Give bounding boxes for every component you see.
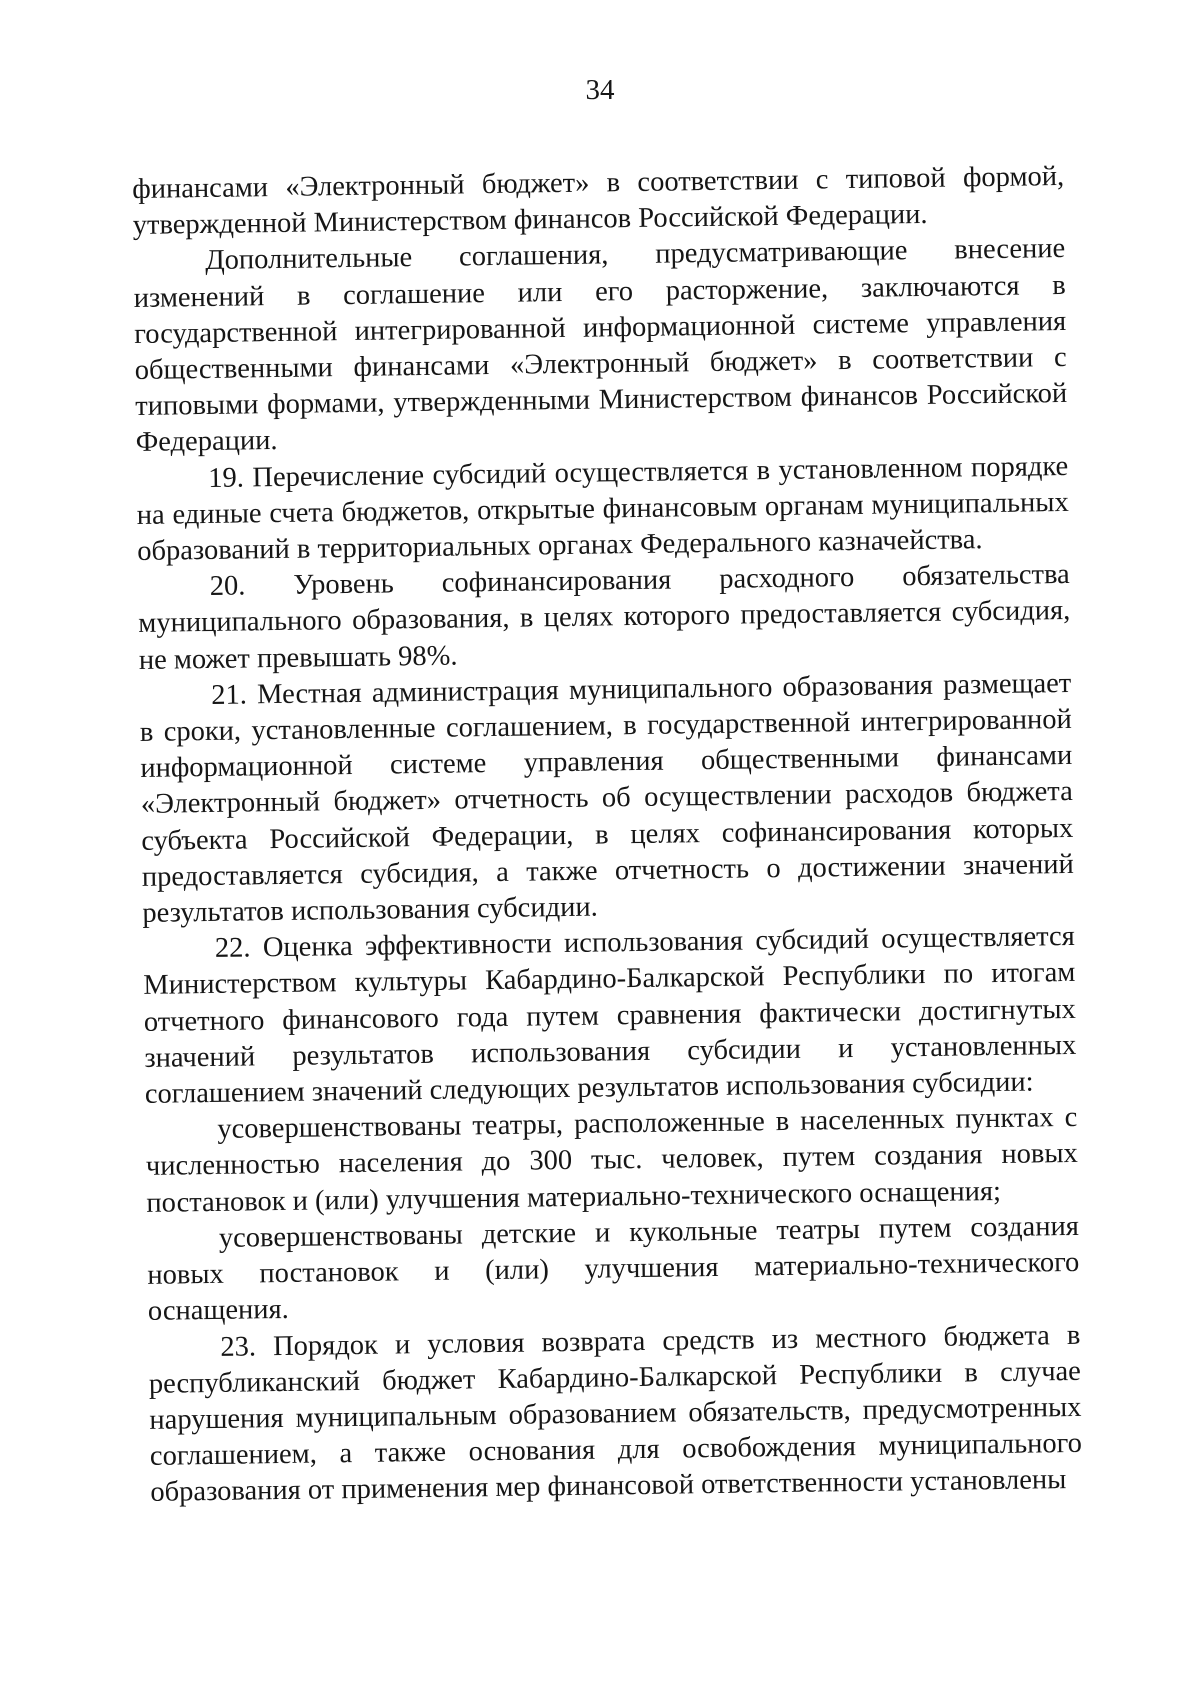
document-body [132, 159, 1083, 1511]
paragraph-21: 21. Местная администрация муниципального образования размещает в сроки, установленные соглашением, в государственной интегрированной информационной системе управления общественными финансами «Электронный бюджет» отчетность об осуществлении расходов бюджета субъекта Российской Федерации, в целях софинансирования которых предоставляется субсидия, а также отчетность о достижении значений результатов использования субсидии. [139, 667, 1074, 929]
page-number: 34 [585, 74, 615, 106]
paragraph-20: 20. Уровень софинансирования расходного обязательства муниципального образования, в целях которого предоставляется субсидия, не может превышать 98%. [138, 559, 1071, 676]
paragraph-23: 23. Порядок и условия возврата средств из местного бюджета в республиканский бюджет Кабардино-Балкарской Республики в случае нарушения муниципальным образованием обязательств, предусмотренных соглашением, а также основания для освобождения муниципального образования от применения мер финансовой ответственности установлены [148, 1319, 1083, 1509]
paragraph-19: 19. Перечисление субсидий осуществляется в установленном порядке на единые счета бюджетов, открытые финансовым органам муниципальных образований в территориальных органах Федерального казначейства. [136, 450, 1069, 567]
paragraph-22: 22. Оценка эффективности использования субсидий осуществляется Министерством культуры Кабардино-Балкарской Республики по итогам отчетного финансового года путем сравнения фактически достигнутых значений результатов использования субсидии и установленных соглашением значений следующих результатов использования субсидии: [143, 921, 1077, 1110]
paragraph-additional-agreements: Дополнительные соглашения, предусматривающие внесение изменений в соглашение или его расторжение, заключаются в государственной интегрированной информационной системе управления общественными финансами «Электронный бюджет» в соответствии с типовыми формами, утвержденными Министерством финансов Российской Федерации. [133, 233, 1068, 459]
paragraph-continuation: финансами «Электронный бюджет» в соответствии с типовой формой, утвержденной Министерством финансов Российской Федерации. [132, 160, 1065, 242]
list-item-childrens-theaters: усовершенствованы детские и кукольные театры путем создания новых постановок и (или) улучшения материально-технического оснащения. [147, 1210, 1080, 1328]
list-item-theaters: усовершенствованы театры, расположенные в населенных пунктах с численностью населения до 300 тыс. человек, путем создания новых постановок и (или) улучшения материально-технического оснащения; [145, 1102, 1079, 1219]
